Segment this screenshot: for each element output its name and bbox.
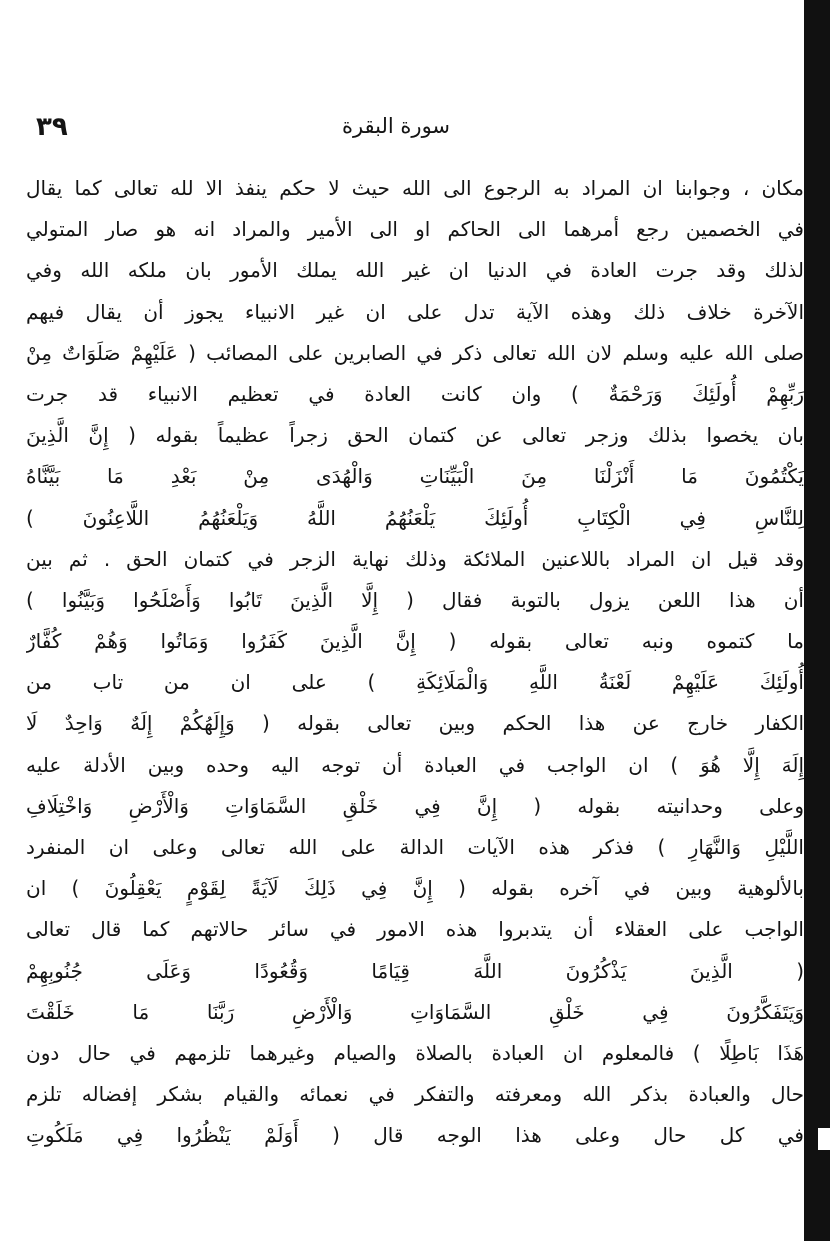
page-number: ٣٩: [36, 112, 68, 142]
scan-edge-shadow: [804, 0, 830, 1241]
text-line: اللَّيْلِ وَالنَّهَارِ ) فذكر هذه الآيات الدالة على الله تعالى وعلى ان المنفرد: [26, 835, 804, 859]
text-line: مكان ، وجوابنا ان المراد به الرجوع الى الله حيث لا حكم ينفذ الا لله تعالى كما يقال: [26, 176, 804, 200]
text-line: هَذَا بَاطِلًا ) فالمعلوم ان العبادة بالصلاة والصيام وغيرهما تلزمهم في حال دون: [26, 1040, 804, 1065]
text-line: بالألوهية وبين في آخره بقوله ( إِنَّ فِي ذَلِكَ لَآيَةً لِقَوْمٍ يَعْقِلُونَ ) ان: [26, 876, 804, 901]
text-line: وقد قيل ان المراد باللاعنين الملائكة وذلك نهاية الزجر في كتمان الحق . ثم بين: [26, 546, 804, 571]
text-line: الكفار خارج عن هذا الحكم وبين تعالى بقوله ( وَإِلَهُكُمْ إِلَهٌ وَاحِدٌ لَا: [26, 711, 804, 736]
text-line: أن هذا اللعن يزول بالتوبة فقال ( إِلَّا الَّذِينَ تَابُوا وَأَصْلَحُوا وَبَيَّنُوا ): [26, 587, 804, 612]
text-line: لذلك وقد جرت العادة في الدنيا ان غير الله يملك الأمور بان ملكه الله وفي: [26, 258, 804, 283]
text-line: في كل حال وعلى هذا الوجه قال ( أَوَلَمْ يَنْظُرُوا فِي مَلَكُوتِ: [26, 1123, 804, 1148]
text-line: أُولَئِكَ عَلَيْهِمْ لَعْنَةُ اللَّهِ وَالْمَلَائِكَةِ ) على ان من تاب من: [26, 670, 804, 695]
text-line: ما كتموه ونبه تعالى بقوله ( إِنَّ الَّذِينَ كَفَرُوا وَمَاتُوا وَهُمْ كُفَّارٌ: [26, 629, 804, 654]
text-line: وَيَتَفَكَّرُونَ فِي خَلْقِ السَّمَاوَاتِ وَالْأَرْضِ رَبَّنَا مَا خَلَقْتَ: [26, 999, 804, 1024]
text-line: رَبِّهِمْ أُولَئِكَ وَرَحْمَةٌ ) وان كانت العادة في تعظيم الانبياء قد جرت: [26, 381, 804, 406]
text-line: الواجب على العقلاء أن يتدبروا هذه الامور في سائر حالاتهم كما قال تعالى: [26, 917, 804, 942]
scan-edge-notch: [818, 1128, 830, 1150]
text-line: الآخرة خلاف ذلك وهذه الآية تدل على ان غير الانبياء يجوز أن يقال فيهم: [26, 299, 804, 324]
running-title: سورة البقرة: [341, 114, 451, 138]
text-line: لِلنَّاسِ فِي الْكِتَابِ أُولَئِكَ يَلْعَنُهُمُ اللَّهُ وَيَلْعَنُهُمُ اللَّاعِنُونَ ): [26, 505, 804, 530]
text-line: في الخصمين رجع أمرهما الى الحاكم او الى الأمير والمراد انه هو صار المتولي: [26, 217, 804, 242]
text-line: وعلى وحدانيته بقوله ( إِنَّ فِي خَلْقِ السَّمَاوَاتِ وَالْأَرْضِ وَاخْتِلَافِ: [26, 793, 804, 818]
page-header: [36, 108, 796, 152]
text-line: ( الَّذِينَ يَذْكُرُونَ اللَّهَ قِيَامًا وَقُعُودًا وَعَلَى جُنُوبِهِمْ: [26, 958, 804, 983]
text-line: إِلَهَ إِلَّا هُوَ ) ان الواجب في العبادة أن توجه اليه وحده وبين الأدلة عليه: [26, 752, 804, 777]
text-line: يَكْتُمُونَ مَا أَنْزَلْنَا مِنَ الْبَيِّنَاتِ وَالْهُدَى مِنْ بَعْدِ مَا بَيَّنَّاهُ: [26, 464, 804, 489]
text-line: صلى الله عليه وسلم لان الله تعالى ذكر في الصابرين على المصائب ( عَلَيْهِمْ صَلَوَاتٌ مِنْ: [26, 340, 804, 365]
text-line: حال والعبادة بذكر الله ومعرفته والتفكر في نعمائه والقيام بشكر إفضاله تلزم: [26, 1082, 804, 1107]
text-line: بان يخصوا بذلك وزجر تعالى عن كتمان الحق زجراً عظيماً بقوله ( إِنَّ الَّذِينَ: [26, 423, 804, 448]
body-text: [26, 168, 804, 1157]
